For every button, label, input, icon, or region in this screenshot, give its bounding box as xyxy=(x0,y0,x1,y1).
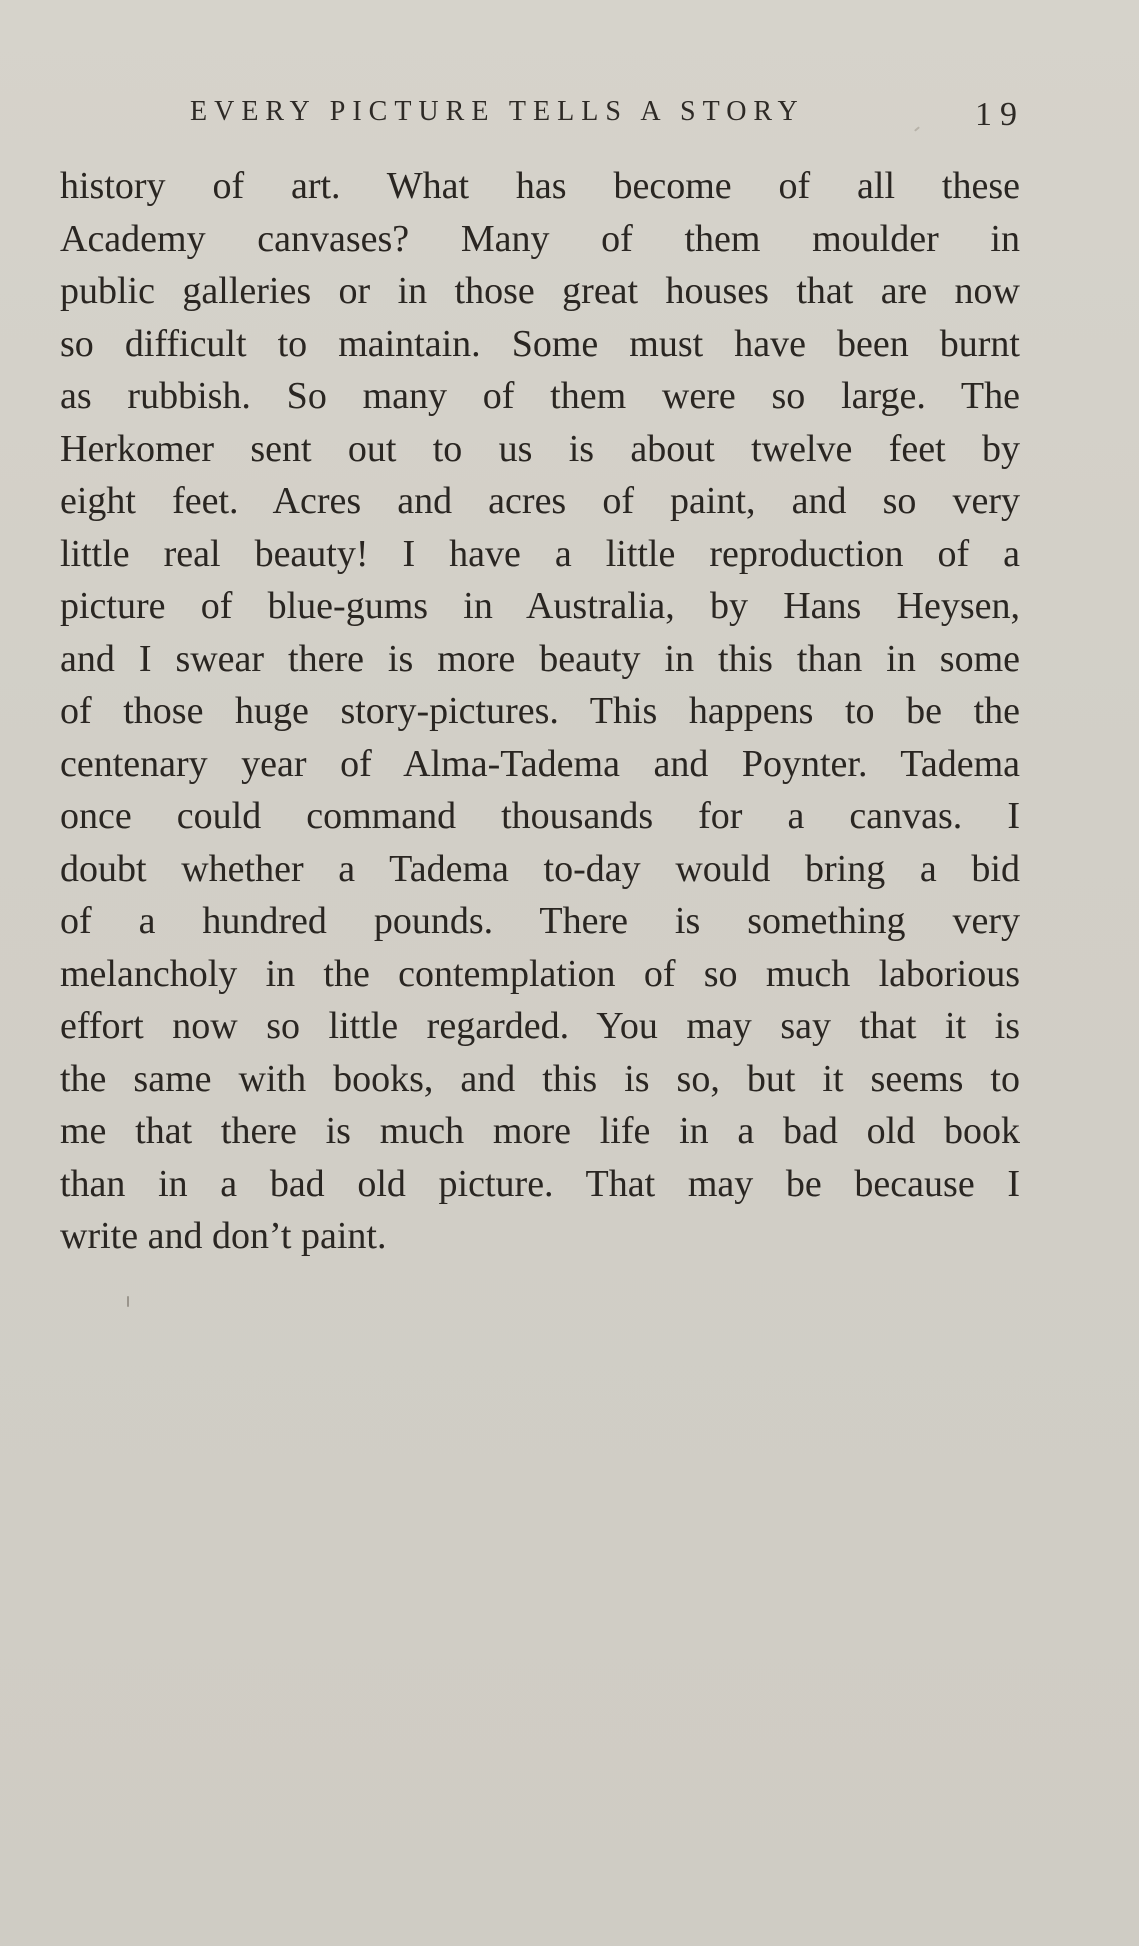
text-line: write and don’t paint. xyxy=(60,1215,387,1257)
text-line: of those huge story-pictures. This happens to be the xyxy=(60,690,1020,732)
text-line: melancholy in the contemplation of so much laborious xyxy=(60,952,1020,995)
text-line: so difficult to maintain. Some must have been burnt xyxy=(60,322,1020,365)
page-number: 19 xyxy=(975,96,1025,133)
text-line: picture of blue-gums in Australia, by Hans Heysen, xyxy=(60,585,1020,627)
text-line: me that there is much more life in a bad old book xyxy=(60,1110,1020,1152)
text-line: of a hundred pounds. There is something very xyxy=(60,900,1020,942)
text-line: once could command thousands for a canvas. I xyxy=(60,795,1020,837)
text-line: little real beauty! I have a little reproduction of a xyxy=(60,532,1020,575)
text-line: Herkomer sent out to us is about twelve feet by xyxy=(60,427,1020,470)
running-title: EVERY PICTURE TELLS A STORY xyxy=(190,96,805,127)
text-line: and I swear there is more beauty in this than in some xyxy=(60,637,1020,680)
text-line: Academy canvases? Many of them moulder in xyxy=(60,217,1020,260)
paper-speck xyxy=(127,1296,129,1307)
text-line: history of art. What has become of all these xyxy=(60,165,1020,207)
running-head xyxy=(190,96,1025,136)
text-line: the same with books, and this is so, but it seems to xyxy=(60,1057,1020,1100)
text-line: effort now so little regarded. You may say that it is xyxy=(60,1005,1020,1047)
text-line: centenary year of Alma-Tadema and Poynter. Tadema xyxy=(60,742,1020,785)
text-line: public galleries or in those great houses that are now xyxy=(60,270,1020,312)
text-line: doubt whether a Tadema to-day would bring a bid xyxy=(60,847,1020,890)
body-paragraph xyxy=(60,160,1020,1263)
text-line: eight feet. Acres and acres of paint, and so very xyxy=(60,480,1020,522)
text-line: as rubbish. So many of them were so large. The xyxy=(60,375,1020,417)
text-line: than in a bad old picture. That may be because I xyxy=(60,1162,1020,1205)
